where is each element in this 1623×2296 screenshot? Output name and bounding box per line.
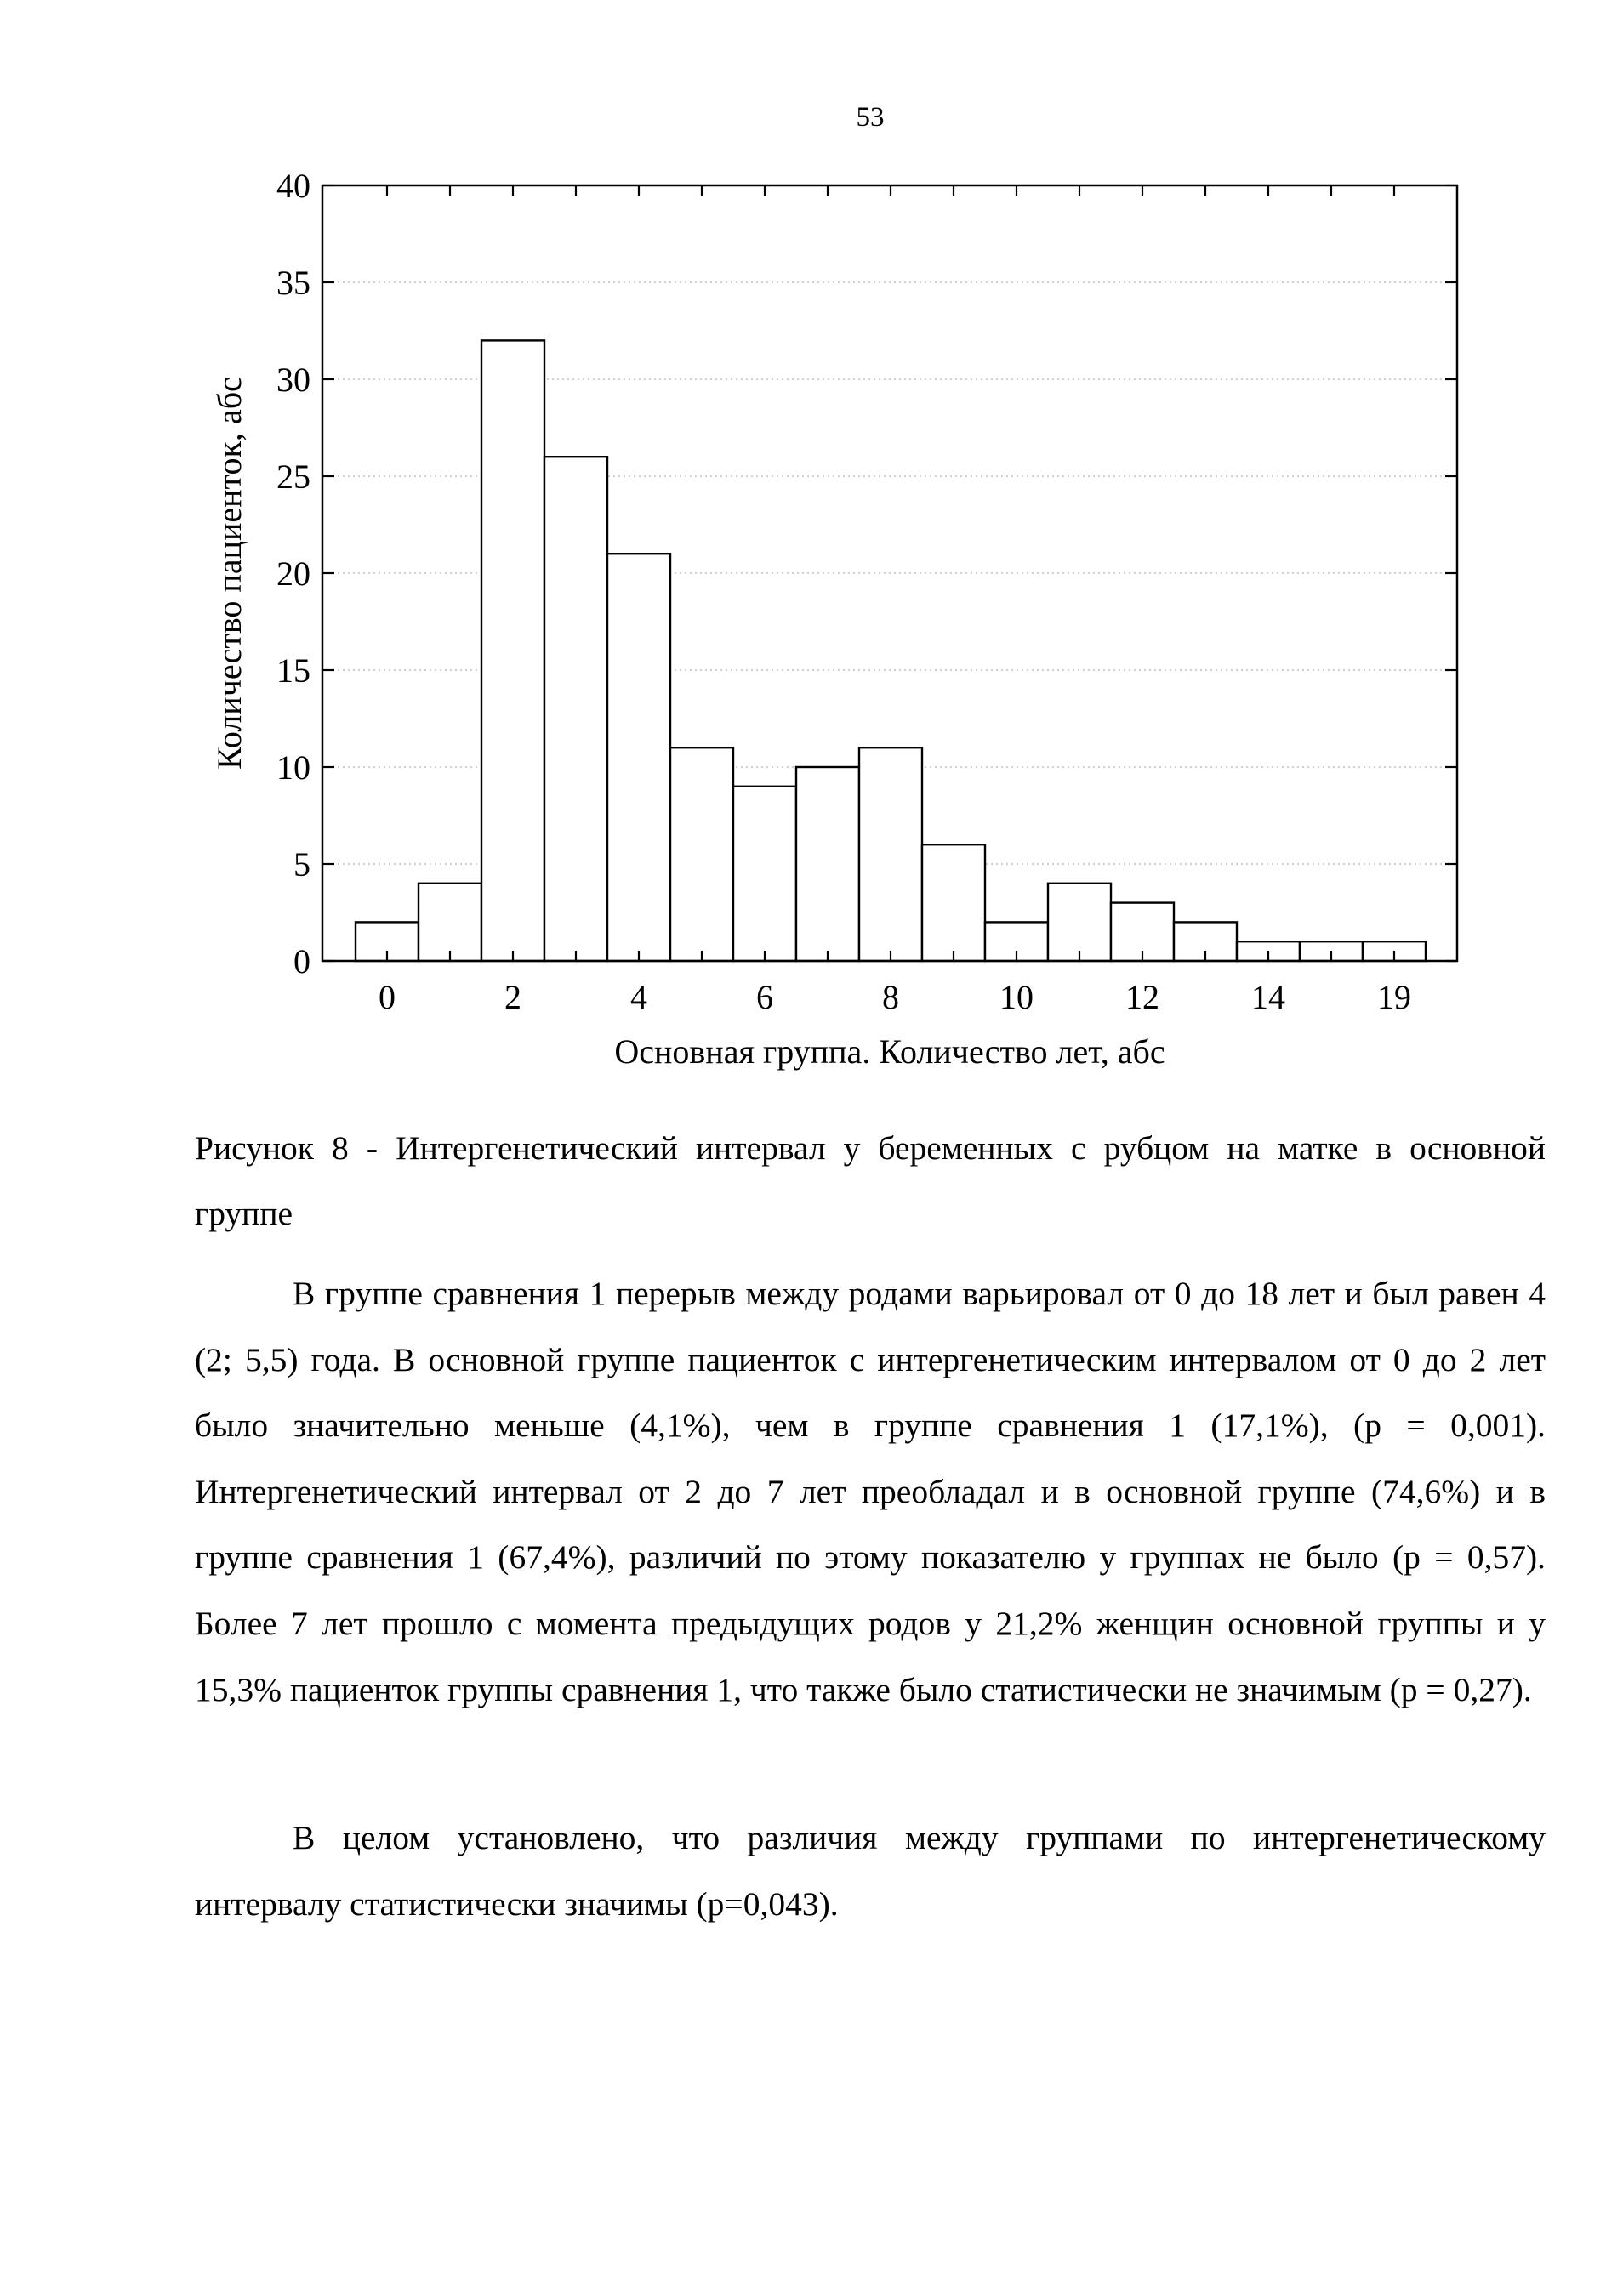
y-tick-label: 40 bbox=[276, 167, 310, 205]
y-tick-label: 0 bbox=[293, 942, 310, 980]
x-tick-label: 10 bbox=[999, 978, 1034, 1016]
x-tick-labels bbox=[379, 978, 1411, 1016]
histogram-bar bbox=[670, 747, 733, 961]
body-paragraph: В целом установлено, что различия между группами по интергенетическому интервалу статистически значимы (р=0,043). bbox=[195, 1819, 1546, 1923]
histogram-chart bbox=[0, 0, 1623, 1097]
y-tick-label: 5 bbox=[293, 845, 310, 884]
figure-caption: Рисунок 8 - Интергенетический интервал у беременных с рубцом на матке в основной группе bbox=[195, 1129, 1546, 1232]
histogram-bar bbox=[607, 554, 670, 961]
body-paragraph: В группе сравнения 1 перерыв между родами варьировал от 0 до 18 лет и был равен 4 (2; 5,5) года. В основной группе пациенток с интергенетическим интервалом от 0 до 2 лет было значительно меньше (4,1%), чем в группе сравнения 1 (17,1%), (р = 0,001). Интергенетический интервал от 2 до 7 лет преобладал и в основной группе (74,6%) и в группе сравнения 1 (67,4%), различий по этому показателю у группах не было (р = 0,57). Более 7 лет прошло с момента предыдущих родов у 21,2% женщин основной группы и у 15,3% пациенток группы сравнения 1, что также было статистически не значимым (р = 0,27). bbox=[195, 1275, 1546, 1708]
y-tick-label: 15 bbox=[276, 651, 310, 690]
y-tick-labels bbox=[276, 167, 310, 980]
y-tick-label: 35 bbox=[276, 264, 310, 302]
y-tick-label: 30 bbox=[276, 361, 310, 399]
x-tick-label: 12 bbox=[1125, 978, 1159, 1016]
histogram-bar bbox=[733, 787, 796, 961]
histogram-bar bbox=[544, 457, 607, 961]
x-tick-label: 14 bbox=[1251, 978, 1285, 1016]
y-tick-label: 10 bbox=[276, 748, 310, 787]
x-tick-label: 2 bbox=[504, 978, 521, 1016]
x-tick-label: 0 bbox=[379, 978, 396, 1016]
x-tick-label: 6 bbox=[756, 978, 773, 1016]
histogram-bar bbox=[922, 844, 985, 961]
histogram-bar bbox=[481, 340, 544, 961]
histogram-bar bbox=[419, 884, 481, 961]
x-tick-label: 19 bbox=[1377, 978, 1411, 1016]
x-tick-label: 8 bbox=[882, 978, 899, 1016]
y-tick-label: 25 bbox=[276, 457, 310, 496]
chart-bars bbox=[356, 340, 1426, 961]
page-number: 53 bbox=[856, 102, 885, 133]
x-axis-label: Основная группа. Количество лет, абс bbox=[614, 1032, 1165, 1071]
histogram-bar bbox=[859, 747, 922, 961]
x-tick-label: 4 bbox=[630, 978, 647, 1016]
histogram-bar bbox=[796, 767, 859, 961]
y-axis-label: Количество пациенток, абс bbox=[210, 377, 248, 770]
histogram-bar bbox=[1048, 884, 1111, 961]
y-tick-label: 20 bbox=[276, 554, 310, 593]
